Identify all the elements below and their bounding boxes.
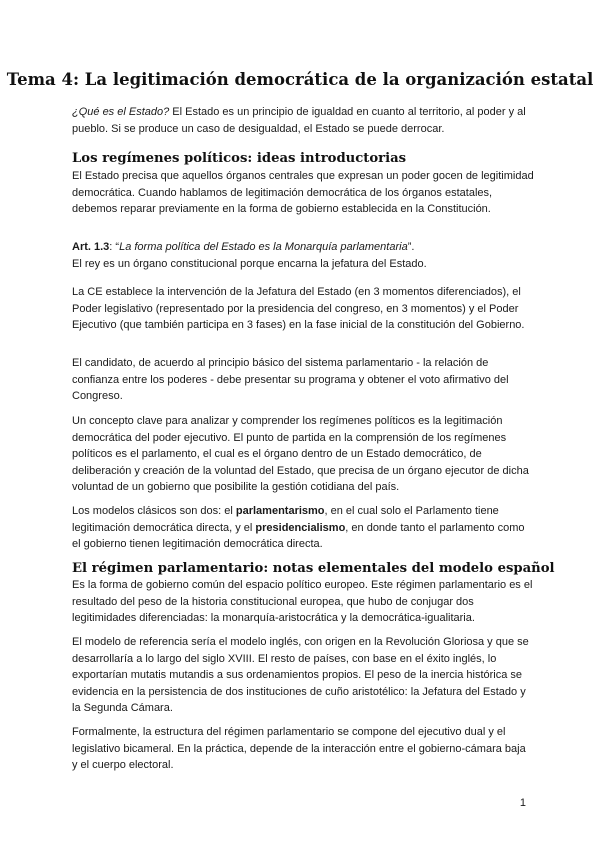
modelos-text-a: Los modelos clásicos son dos: el xyxy=(72,505,236,517)
paragraph-candidato: El candidato, de acuerdo al principio básico del sistema parlamentario - la relación de confianza entre los poderes - debe presentar su programa y obtener el voto afirmativo del Congreso. xyxy=(72,357,509,403)
intro-question: ¿Qué es el Estado? xyxy=(72,106,170,118)
article-label: Art. 1.3 xyxy=(72,241,110,253)
article-quote: La forma política del Estado es la Monarquía parlamentaria xyxy=(119,241,408,253)
paragraph-modelos-clasicos xyxy=(72,503,534,553)
paragraph-estado-precisa: El Estado precisa que aquellos órganos centrales que expresan un poder gocen de legitimidad democrática. Cuando hablamos de legitimación democrática de los órganos estatales, debemos reparar previamente en la forma de gobierno establecida en la Constitución. xyxy=(72,170,534,216)
paragraph-forma-gobierno: Es la forma de gobierno común del espacio político europeo. Este régimen parlamentario es el resultado del peso de la historia constitucional europea, que hubo de conjugar dos legitimidades diferenciadas: la monarquía-aristocrática y la democrática-igualitaria. xyxy=(72,579,533,625)
article-paragraph xyxy=(72,239,534,272)
page-number: 1 xyxy=(519,797,526,809)
modelos-text-e: , en donde tanto el parlamento como el gobierno tienen legitimación democrática directa. xyxy=(72,521,525,551)
paragraph-concepto-clave: Un concepto clave para analizar y comprender los regímenes políticos es la legitimación democrática del poder ejecutivo. El punto de partida en la comprensión de los regímenes políticos es el parlamento, el cual es el órgano dentro de un Estado democrático, de deliberación y creación de la voluntad del Estado, que precisa de un órgano ejecutor de dicha voluntad de un gobierno que posibilite la gestión cotidiana del país. xyxy=(72,415,529,494)
section-heading-parliamentary: El régimen parlamentario: notas elementales del modelo español xyxy=(72,561,555,576)
section-heading-regimes: Los regímenes políticos: ideas introductorias xyxy=(72,151,407,166)
paragraph-modelo-ingles: El modelo de referencia sería el modelo inglés, con origen en la Revolución Gloriosa y que se desarrollaría a lo largo del siglo XVIII. El resto de países, con base en el éxito inglés, lo exportarían mutatis mutandis a sus ordenamientos propios. El peso de la inercia histórica se evidencia en la persistencia de dos instituciones de cuño aristotélico: la Jefatura del Estado y la Segunda Cámara. xyxy=(72,636,529,715)
modelos-text-c: , en el cual solo el Parlamento tiene legitimación democrática directa, y el xyxy=(72,505,499,534)
paragraph-formalmente: Formalmente, la estructura del régimen parlamentario se compone del ejecutivo dual y el legislativo bicameral. En la práctica, depende de la interacción entre el gobierno-cámara baja y el cuerpo electoral. xyxy=(72,726,526,772)
article-colon: : “ xyxy=(109,241,120,253)
intro-text: El Estado es un principio de igualdad en cuanto al territorio, al poder y al pueblo. Si se produce un caso de desigualdad, el Estado se puede derrocar. xyxy=(72,106,526,135)
paragraph-ce-establece: La CE establece la intervención de la Jefatura del Estado (en 3 momentos diferenciados), el Poder legislativo (representado por la presidencia del congreso, en 3 momentos) y el Poder Ejecutivo (que también participa en 3 fases) en la fase inicial de la constitución del Gobierno. xyxy=(72,286,525,332)
article-text: El rey es un órgano constitucional porque encarna la jefatura del Estado. xyxy=(72,257,427,270)
intro-paragraph xyxy=(72,104,534,137)
term-presidencialismo: presidencialismo xyxy=(255,521,346,534)
article-quote-end: ”. xyxy=(407,241,415,253)
document-title: Tema 4: La legitimación democrática de la organización estatal xyxy=(6,70,594,89)
term-parlamentarismo: parlamentarismo xyxy=(235,505,325,517)
